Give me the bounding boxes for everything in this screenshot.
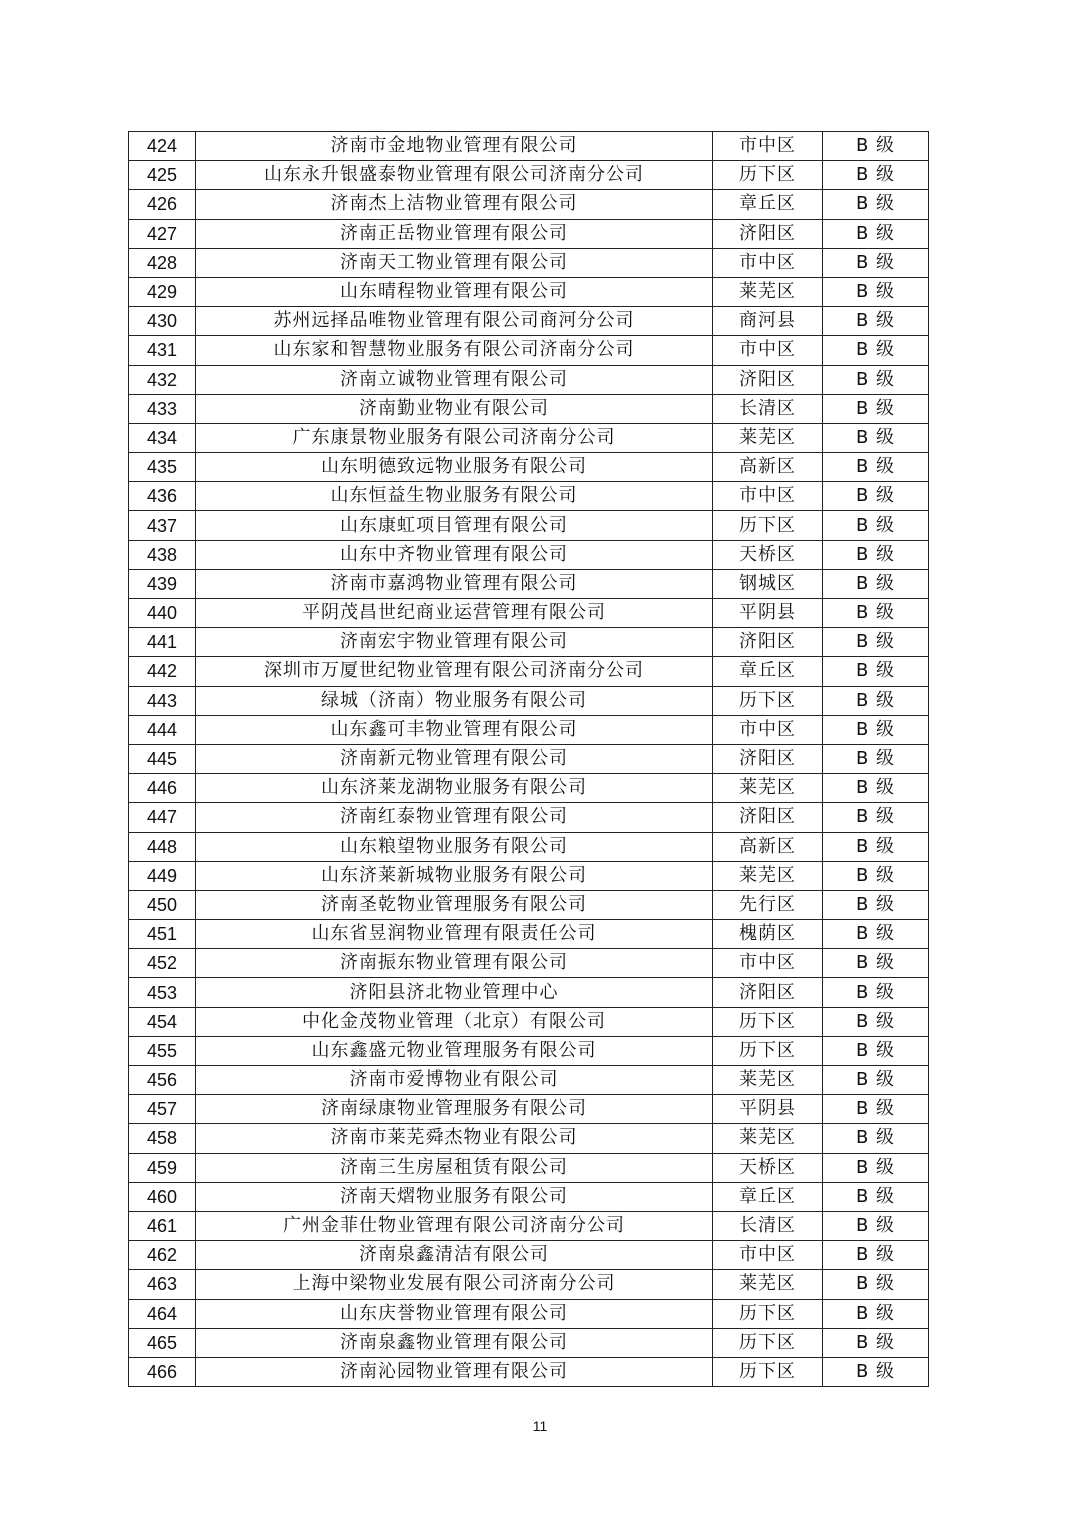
district: 济阳区 (713, 219, 823, 248)
table-row (129, 861, 929, 890)
grade: B 级 (823, 920, 929, 949)
company-name: 平阴茂昌世纪商业运营管理有限公司 (196, 599, 713, 628)
district: 济阳区 (713, 628, 823, 657)
table-row (129, 1124, 929, 1153)
company-name: 济南市金地物业管理有限公司 (196, 132, 713, 161)
district: 市中区 (713, 482, 823, 511)
grade: B 级 (823, 190, 929, 219)
row-number: 447 (129, 803, 196, 832)
table-row (129, 1241, 929, 1270)
district: 市中区 (713, 336, 823, 365)
company-name: 济南市嘉鸿物业管理有限公司 (196, 569, 713, 598)
district: 莱芜区 (713, 861, 823, 890)
grade: B 级 (823, 1299, 929, 1328)
row-number: 455 (129, 1036, 196, 1065)
company-name: 济南红泰物业管理有限公司 (196, 803, 713, 832)
district: 市中区 (713, 132, 823, 161)
row-number: 436 (129, 482, 196, 511)
district: 长清区 (713, 1211, 823, 1240)
row-number: 453 (129, 978, 196, 1007)
company-name: 济南天工物业管理有限公司 (196, 248, 713, 277)
district: 莱芜区 (713, 774, 823, 803)
table-row (129, 978, 929, 1007)
company-name: 济南正岳物业管理有限公司 (196, 219, 713, 248)
district: 莱芜区 (713, 423, 823, 452)
table-row (129, 715, 929, 744)
row-number: 454 (129, 1007, 196, 1036)
table-row (129, 511, 929, 540)
row-number: 445 (129, 744, 196, 773)
table-row (129, 1328, 929, 1357)
table-row (129, 540, 929, 569)
row-number: 451 (129, 920, 196, 949)
company-name: 济南新元物业管理有限公司 (196, 744, 713, 773)
district: 市中区 (713, 248, 823, 277)
company-name: 山东家和智慧物业服务有限公司济南分公司 (196, 336, 713, 365)
company-name: 济南三生房屋租赁有限公司 (196, 1153, 713, 1182)
district: 钢城区 (713, 569, 823, 598)
company-name: 济南市莱芜舜杰物业有限公司 (196, 1124, 713, 1153)
row-number: 424 (129, 132, 196, 161)
company-name: 济南宏宇物业管理有限公司 (196, 628, 713, 657)
company-name: 山东恒益生物业服务有限公司 (196, 482, 713, 511)
district: 商河县 (713, 307, 823, 336)
row-number: 425 (129, 161, 196, 190)
table-row (129, 307, 929, 336)
grade: B 级 (823, 161, 929, 190)
district: 历下区 (713, 1357, 823, 1386)
row-number: 431 (129, 336, 196, 365)
grade: B 级 (823, 365, 929, 394)
row-number: 456 (129, 1066, 196, 1095)
district: 莱芜区 (713, 277, 823, 306)
table-row (129, 394, 929, 423)
table-row (129, 1066, 929, 1095)
table-row (129, 657, 929, 686)
row-number: 461 (129, 1211, 196, 1240)
grade: B 级 (823, 1007, 929, 1036)
grade: B 级 (823, 482, 929, 511)
company-name: 济南立诚物业管理有限公司 (196, 365, 713, 394)
row-number: 458 (129, 1124, 196, 1153)
row-number: 440 (129, 599, 196, 628)
table-row (129, 453, 929, 482)
district: 历下区 (713, 1036, 823, 1065)
row-number: 462 (129, 1241, 196, 1270)
table-row (129, 569, 929, 598)
company-name: 山东中齐物业管理有限公司 (196, 540, 713, 569)
table-row (129, 1182, 929, 1211)
grade: B 级 (823, 1182, 929, 1211)
grade: B 级 (823, 569, 929, 598)
company-name: 深圳市万厦世纪物业管理有限公司济南分公司 (196, 657, 713, 686)
district: 长清区 (713, 394, 823, 423)
row-number: 435 (129, 453, 196, 482)
company-name: 济南沁园物业管理有限公司 (196, 1357, 713, 1386)
district: 济阳区 (713, 365, 823, 394)
company-name: 上海中梁物业发展有限公司济南分公司 (196, 1270, 713, 1299)
table-row (129, 774, 929, 803)
table-row (129, 248, 929, 277)
row-number: 460 (129, 1182, 196, 1211)
table-row (129, 423, 929, 452)
grade: B 级 (823, 978, 929, 1007)
district: 市中区 (713, 1241, 823, 1270)
district: 先行区 (713, 890, 823, 919)
company-name: 济南天熠物业服务有限公司 (196, 1182, 713, 1211)
grade: B 级 (823, 1328, 929, 1357)
table-row (129, 803, 929, 832)
grade: B 级 (823, 132, 929, 161)
district: 济阳区 (713, 803, 823, 832)
table-row (129, 890, 929, 919)
grade: B 级 (823, 1066, 929, 1095)
table-row (129, 161, 929, 190)
table-row (129, 219, 929, 248)
table-row (129, 599, 929, 628)
district: 莱芜区 (713, 1270, 823, 1299)
row-number: 427 (129, 219, 196, 248)
grade: B 级 (823, 686, 929, 715)
table-row (129, 744, 929, 773)
grade: B 级 (823, 394, 929, 423)
company-name: 济南泉鑫清洁有限公司 (196, 1241, 713, 1270)
grade: B 级 (823, 277, 929, 306)
company-name: 山东永升银盛泰物业管理有限公司济南分公司 (196, 161, 713, 190)
company-name: 山东济莱龙湖物业服务有限公司 (196, 774, 713, 803)
table-row (129, 1007, 929, 1036)
table-row (129, 190, 929, 219)
district: 市中区 (713, 715, 823, 744)
district: 平阴县 (713, 1095, 823, 1124)
table-row (129, 1211, 929, 1240)
company-name: 山东鑫可丰物业管理有限公司 (196, 715, 713, 744)
district: 莱芜区 (713, 1066, 823, 1095)
district: 历下区 (713, 1299, 823, 1328)
grade: B 级 (823, 1095, 929, 1124)
company-name: 济南勤业物业有限公司 (196, 394, 713, 423)
district: 历下区 (713, 1328, 823, 1357)
row-number: 443 (129, 686, 196, 715)
company-name: 绿城（济南）物业服务有限公司 (196, 686, 713, 715)
company-name: 济南绿康物业管理服务有限公司 (196, 1095, 713, 1124)
table-row (129, 277, 929, 306)
row-number: 441 (129, 628, 196, 657)
row-number: 457 (129, 1095, 196, 1124)
row-number: 446 (129, 774, 196, 803)
company-name: 济南泉鑫物业管理有限公司 (196, 1328, 713, 1357)
grade: B 级 (823, 628, 929, 657)
grade: B 级 (823, 599, 929, 628)
table-row (129, 832, 929, 861)
page-number: 11 (532, 1418, 548, 1434)
grade: B 级 (823, 453, 929, 482)
row-number: 432 (129, 365, 196, 394)
grade: B 级 (823, 715, 929, 744)
grade: B 级 (823, 1270, 929, 1299)
table-row (129, 336, 929, 365)
row-number: 442 (129, 657, 196, 686)
district: 章丘区 (713, 1182, 823, 1211)
table-row (129, 365, 929, 394)
district: 天桥区 (713, 1153, 823, 1182)
row-number: 465 (129, 1328, 196, 1357)
grade: B 级 (823, 1211, 929, 1240)
grade: B 级 (823, 861, 929, 890)
row-number: 437 (129, 511, 196, 540)
grade: B 级 (823, 1153, 929, 1182)
company-name: 山东省昱润物业管理有限责任公司 (196, 920, 713, 949)
grade: B 级 (823, 774, 929, 803)
row-number: 450 (129, 890, 196, 919)
district: 天桥区 (713, 540, 823, 569)
company-name: 山东鑫盛元物业管理服务有限公司 (196, 1036, 713, 1065)
grade: B 级 (823, 540, 929, 569)
district: 济阳区 (713, 978, 823, 1007)
table-row (129, 1357, 929, 1386)
district: 市中区 (713, 949, 823, 978)
district: 平阴县 (713, 599, 823, 628)
table-row (129, 628, 929, 657)
row-number: 449 (129, 861, 196, 890)
company-name: 山东晴程物业管理有限公司 (196, 277, 713, 306)
company-rating-table (128, 131, 929, 1387)
company-name: 济南振东物业管理有限公司 (196, 949, 713, 978)
district: 章丘区 (713, 657, 823, 686)
table-row (129, 482, 929, 511)
company-name: 广州金菲仕物业管理有限公司济南分公司 (196, 1211, 713, 1240)
grade: B 级 (823, 1124, 929, 1153)
grade: B 级 (823, 307, 929, 336)
grade: B 级 (823, 832, 929, 861)
row-number: 433 (129, 394, 196, 423)
grade: B 级 (823, 949, 929, 978)
row-number: 434 (129, 423, 196, 452)
company-name: 苏州远择品唯物业管理有限公司商河分公司 (196, 307, 713, 336)
grade: B 级 (823, 1357, 929, 1386)
row-number: 429 (129, 277, 196, 306)
district: 历下区 (713, 1007, 823, 1036)
grade: B 级 (823, 803, 929, 832)
row-number: 438 (129, 540, 196, 569)
table-row (129, 920, 929, 949)
table-row (129, 686, 929, 715)
row-number: 426 (129, 190, 196, 219)
district: 历下区 (713, 686, 823, 715)
district: 莱芜区 (713, 1124, 823, 1153)
grade: B 级 (823, 219, 929, 248)
company-name: 中化金茂物业管理（北京）有限公司 (196, 1007, 713, 1036)
row-number: 464 (129, 1299, 196, 1328)
district: 章丘区 (713, 190, 823, 219)
row-number: 463 (129, 1270, 196, 1299)
district: 济阳区 (713, 744, 823, 773)
district: 高新区 (713, 832, 823, 861)
grade: B 级 (823, 1241, 929, 1270)
district: 历下区 (713, 511, 823, 540)
table-row (129, 1153, 929, 1182)
grade: B 级 (823, 744, 929, 773)
row-number: 452 (129, 949, 196, 978)
grade: B 级 (823, 1036, 929, 1065)
row-number: 439 (129, 569, 196, 598)
company-name: 山东庆誉物业管理有限公司 (196, 1299, 713, 1328)
district: 历下区 (713, 161, 823, 190)
table-row (129, 132, 929, 161)
row-number: 444 (129, 715, 196, 744)
grade: B 级 (823, 336, 929, 365)
grade: B 级 (823, 423, 929, 452)
table-row (129, 1095, 929, 1124)
company-name: 济南市爱博物业有限公司 (196, 1066, 713, 1095)
row-number: 430 (129, 307, 196, 336)
district: 槐荫区 (713, 920, 823, 949)
company-name: 广东康景物业服务有限公司济南分公司 (196, 423, 713, 452)
grade: B 级 (823, 657, 929, 686)
row-number: 448 (129, 832, 196, 861)
table-row (129, 1299, 929, 1328)
company-name: 济南圣乾物业管理服务有限公司 (196, 890, 713, 919)
district: 高新区 (713, 453, 823, 482)
company-name: 山东济莱新城物业服务有限公司 (196, 861, 713, 890)
company-name: 山东康虹项目管理有限公司 (196, 511, 713, 540)
grade: B 级 (823, 890, 929, 919)
company-name: 济阳县济北物业管理中心 (196, 978, 713, 1007)
grade: B 级 (823, 248, 929, 277)
company-name: 山东粮望物业服务有限公司 (196, 832, 713, 861)
row-number: 428 (129, 248, 196, 277)
row-number: 459 (129, 1153, 196, 1182)
table-row (129, 1270, 929, 1299)
table-row (129, 949, 929, 978)
company-name: 济南杰上洁物业管理有限公司 (196, 190, 713, 219)
row-number: 466 (129, 1357, 196, 1386)
company-name: 山东明德致远物业服务有限公司 (196, 453, 713, 482)
table-body (129, 132, 929, 1387)
grade: B 级 (823, 511, 929, 540)
table-row (129, 1036, 929, 1065)
